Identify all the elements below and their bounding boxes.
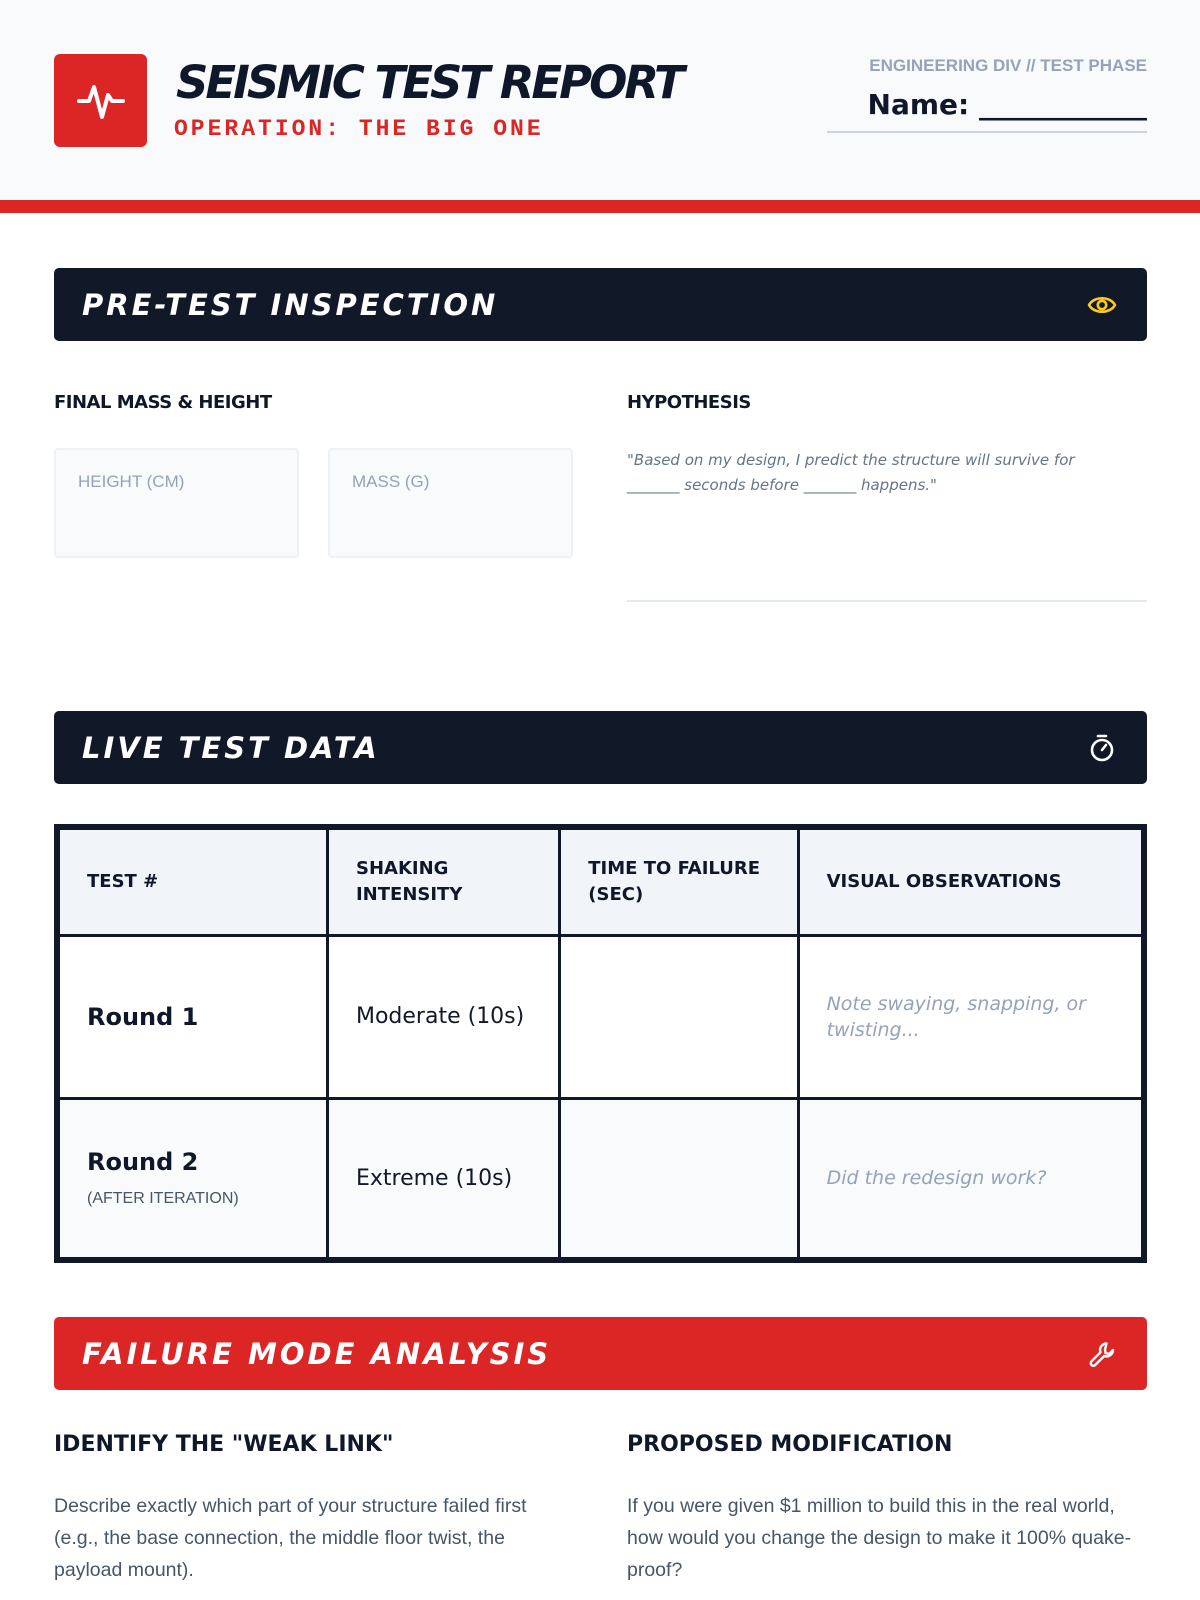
section-title: LIVE TEST DATA xyxy=(82,730,380,765)
modification-prompt: If you were given $1 million to build this in the real world, how would you change the design to make it 100% quake-proof? xyxy=(627,1495,1132,1581)
mass-height-label: FINAL MASS & HEIGHT xyxy=(54,392,272,413)
intensity-value: Extreme (10s) xyxy=(355,1165,513,1191)
round-label: Round 2 xyxy=(87,1148,199,1177)
modification-heading: PROPOSED MODIFICATION xyxy=(627,1432,953,1457)
name-field[interactable]: Name: ____________ xyxy=(827,88,1147,133)
height-placeholder: HEIGHT (CM) xyxy=(78,472,185,491)
column-header-time: TIME TO FAILURE (SEC) xyxy=(560,827,798,935)
intensity-cell xyxy=(327,1098,559,1260)
intensity-value: Moderate (10s) xyxy=(355,1004,525,1029)
observation-placeholder: Note swaying, snapping, or twisting... xyxy=(826,992,1086,1041)
intensity-cell xyxy=(327,935,559,1098)
observation-cell[interactable] xyxy=(798,1098,1144,1260)
section-header-failure xyxy=(54,1317,1147,1390)
time-to-failure-cell[interactable] xyxy=(560,935,798,1098)
report-title: SEISMIC TEST REPORT xyxy=(176,56,682,109)
test-cell xyxy=(57,1098,327,1260)
weak-link-prompt: Describe exactly which part of your structure failed first (e.g., the base connection, the middle floor twist, the payload mount). xyxy=(54,1495,527,1581)
table-row xyxy=(57,935,1144,1098)
report-header xyxy=(0,0,1200,200)
time-to-failure-cell[interactable] xyxy=(560,1098,798,1260)
section-title: PRE-TEST INSPECTION xyxy=(82,287,499,322)
table-row xyxy=(57,1098,1144,1260)
pulse-icon xyxy=(54,54,147,147)
hypothesis-answer-line[interactable] xyxy=(627,600,1147,602)
division-label: ENGINEERING DIV // TEST PHASE xyxy=(869,56,1147,75)
column-header-observations: VISUAL OBSERVATIONS xyxy=(798,827,1144,935)
section-title: FAILURE MODE ANALYSIS xyxy=(82,1336,552,1371)
test-cell xyxy=(57,935,327,1098)
section-header-live xyxy=(54,711,1147,784)
weak-link-heading: IDENTIFY THE "WEAK LINK" xyxy=(54,1432,394,1457)
mass-placeholder: MASS (G) xyxy=(352,472,430,491)
column-header-test: TEST # xyxy=(57,827,327,935)
hypothesis-label: HYPOTHESIS xyxy=(627,392,751,413)
wrench-icon xyxy=(1085,1337,1119,1371)
hypothesis-prompt: "Based on my design, I predict the structure will survive for _______ seconds before _______ happens." xyxy=(627,451,1075,494)
column-header-intensity: SHAKING INTENSITY xyxy=(327,827,559,935)
header-divider xyxy=(0,200,1200,213)
observation-cell[interactable] xyxy=(798,935,1144,1098)
observation-placeholder: Did the redesign work? xyxy=(826,1167,1047,1190)
eye-icon xyxy=(1085,288,1119,322)
mass-input[interactable] xyxy=(328,448,573,558)
round-sublabel: (AFTER ITERATION) xyxy=(87,1190,239,1208)
report-subtitle: OPERATION: THE BIG ONE xyxy=(174,116,544,142)
height-input[interactable] xyxy=(54,448,299,558)
section-header-pretest xyxy=(54,268,1147,341)
round-label: Round 1 xyxy=(87,1002,199,1031)
table-header-row xyxy=(57,827,1144,935)
stopwatch-icon xyxy=(1085,731,1119,765)
test-data-table xyxy=(54,824,1147,1263)
